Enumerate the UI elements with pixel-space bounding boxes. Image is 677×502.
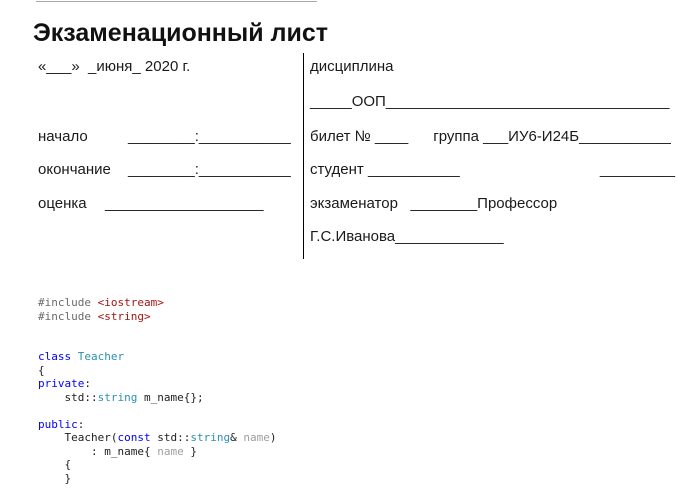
code-line: Teacher(const std::string& name) (38, 431, 277, 444)
code-line: #include <iostream> (38, 296, 164, 309)
examiner-name-row: Г.С.Иванова_____________ (310, 228, 504, 245)
end-time-row (38, 161, 291, 179)
grade-blank: ___________________ (105, 195, 264, 212)
discipline-blank: _____ООП__________________________________ (310, 93, 670, 110)
code-line: { (38, 363, 45, 377)
code-line (38, 404, 276, 418)
code-line: class Teacher (38, 350, 125, 363)
code-line: public: (38, 417, 85, 431)
start-time-label: начало (38, 128, 88, 145)
code-line: #include <string> (38, 309, 151, 323)
top-crop-line (36, 1, 317, 2)
student-blank: студент ___________ (310, 161, 460, 178)
code-line: std::string m_name{}; (38, 390, 204, 404)
code-line: } (38, 471, 72, 485)
code-line: { (38, 458, 72, 471)
code-line: : m_name{ name } (38, 444, 197, 458)
code-line (38, 323, 276, 337)
grade-row (38, 195, 264, 213)
student-extra-blank: _________ (599, 161, 675, 178)
code-line (38, 337, 276, 351)
end-time-blank: ________:___________ (128, 161, 291, 178)
student-row (310, 161, 676, 179)
date-line: «___» _июня_ 2020 г. (38, 58, 191, 75)
grade-label: оценка (38, 195, 87, 212)
examiner-row: экзаменатор ________Профессор (310, 195, 558, 212)
end-time-label: окончание (38, 161, 111, 178)
code-block (38, 296, 276, 485)
code-line: private: (38, 377, 91, 390)
ticket-group-row: билет № ____ группа ___ИУ6-И24Б___________ (310, 128, 671, 145)
start-time-blank: ________:___________ (128, 128, 291, 145)
page-title: Экзаменационный лист (33, 18, 328, 47)
column-divider-line (303, 53, 304, 259)
discipline-label: дисциплина (310, 58, 394, 75)
start-time-row (38, 128, 291, 146)
